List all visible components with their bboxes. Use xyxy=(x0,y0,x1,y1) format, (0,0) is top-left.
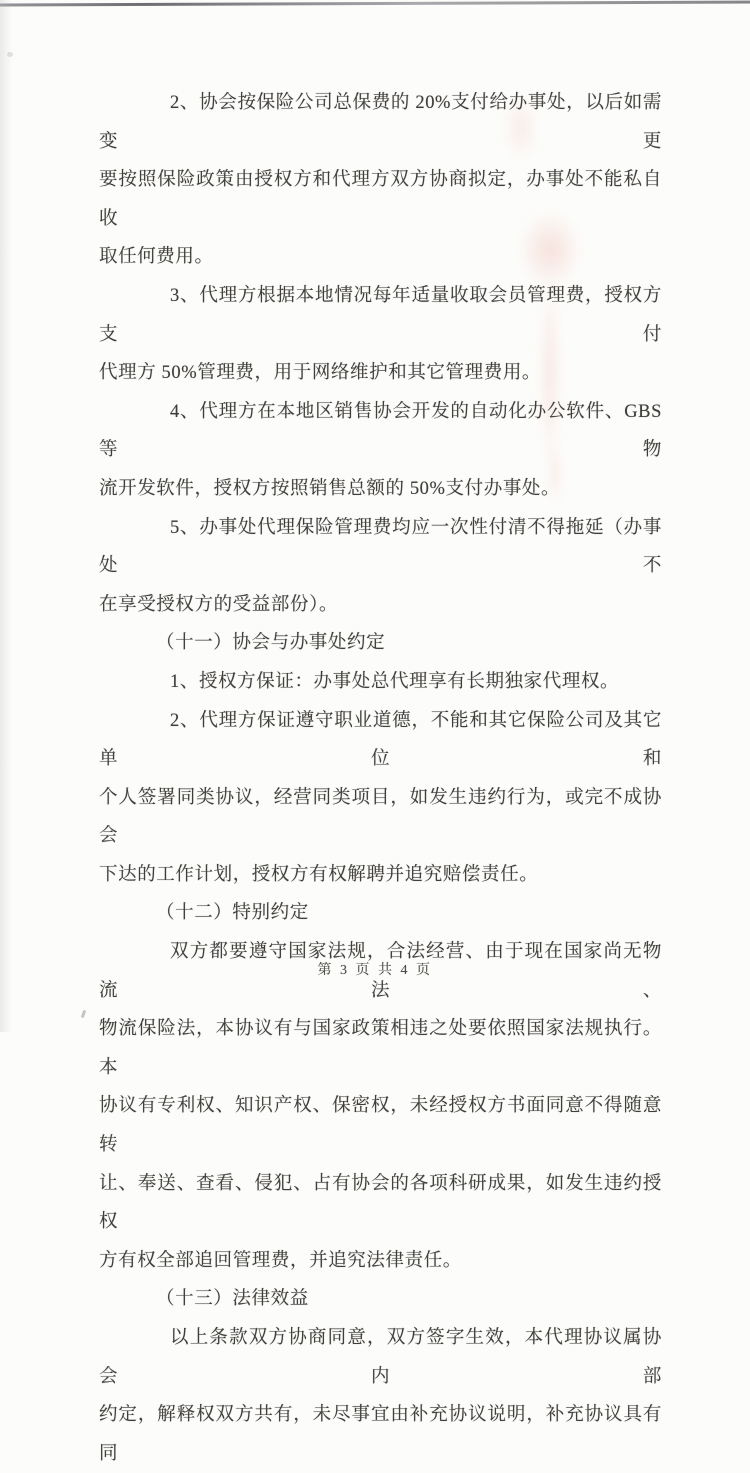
doc-line: 2、代理方保证遵守职业道德，不能和其它保险公司及其它单位和 xyxy=(99,710,662,770)
doc-line: 个人签署同类协议，经营同类项目，如发生违约行为，或完不成协会 xyxy=(99,787,662,847)
scan-speck xyxy=(7,52,13,57)
doc-line: 取任何费用。 xyxy=(99,247,214,268)
document-body xyxy=(99,84,662,1473)
doc-line: 3、代理方根据本地情况每年适量收取会员管理费，授权方支付 xyxy=(99,285,662,345)
doc-line: 让、奉送、查看、侵犯、占有协会的各项科研成果，如发生违约授权 xyxy=(99,1173,662,1233)
doc-line: 以上条款双方协商同意，双方签字生效，本代理协议属协会内部 xyxy=(99,1328,662,1387)
doc-line: 在享受授权方的受益部份）。 xyxy=(99,594,339,615)
scan-left-shading xyxy=(0,0,12,1032)
doc-line: 下达的工作计划，授权方有权解聘并追究赔偿责任。 xyxy=(99,864,539,885)
scan-speck xyxy=(81,1010,87,1019)
section-heading: （十二）特别约定 xyxy=(156,903,309,924)
doc-line: 代理方 50%管理费，用于网络维护和其它管理费用。 xyxy=(99,363,542,384)
doc-line: 2、协会按保险公司总保费的 20%支付给办事处，以后如需变更 xyxy=(99,93,662,152)
doc-line: 4、代理方在本地区销售协会开发的自动化办公软件、GBS 等物 xyxy=(99,401,662,461)
doc-line: 1、授权方保证：办事处总代理享有长期独家代理权。 xyxy=(170,671,620,692)
doc-line: 要按照保险政策由授权方和代理方双方协商拟定，办事处不能私自收 xyxy=(99,170,662,229)
section-heading: （十一）协会与办事处约定 xyxy=(156,633,386,654)
scan-edge-artifact xyxy=(0,1,750,7)
doc-line: 双方都要遵守国家法规，合法经营、由于现在国家尚无物流法、 xyxy=(99,942,662,1001)
doc-line: 协议有专利权、知识产权、保密权，未经授权方书面同意不得随意转 xyxy=(99,1096,662,1156)
doc-line: 5、办事处代理保险管理费均应一次性付清不得拖延（办事处不 xyxy=(99,517,662,577)
page-footer: 第 3 页 共 4 页 xyxy=(317,963,433,978)
doc-line: 物流保险法，本协议有与国家政策相违之处要依照国家法规执行。本 xyxy=(99,1019,662,1078)
doc-line: 方有权全部追回管理费，并追究法律责任。 xyxy=(99,1250,462,1271)
section-heading: （十三）法律效益 xyxy=(156,1289,309,1310)
doc-line: 流开发软件，授权方按照销售总额的 50%支付办事处。 xyxy=(99,478,561,499)
doc-line: 约定，解释权双方共有，未尽事宜由补充协议说明，补充协议具有同 xyxy=(99,1405,662,1464)
